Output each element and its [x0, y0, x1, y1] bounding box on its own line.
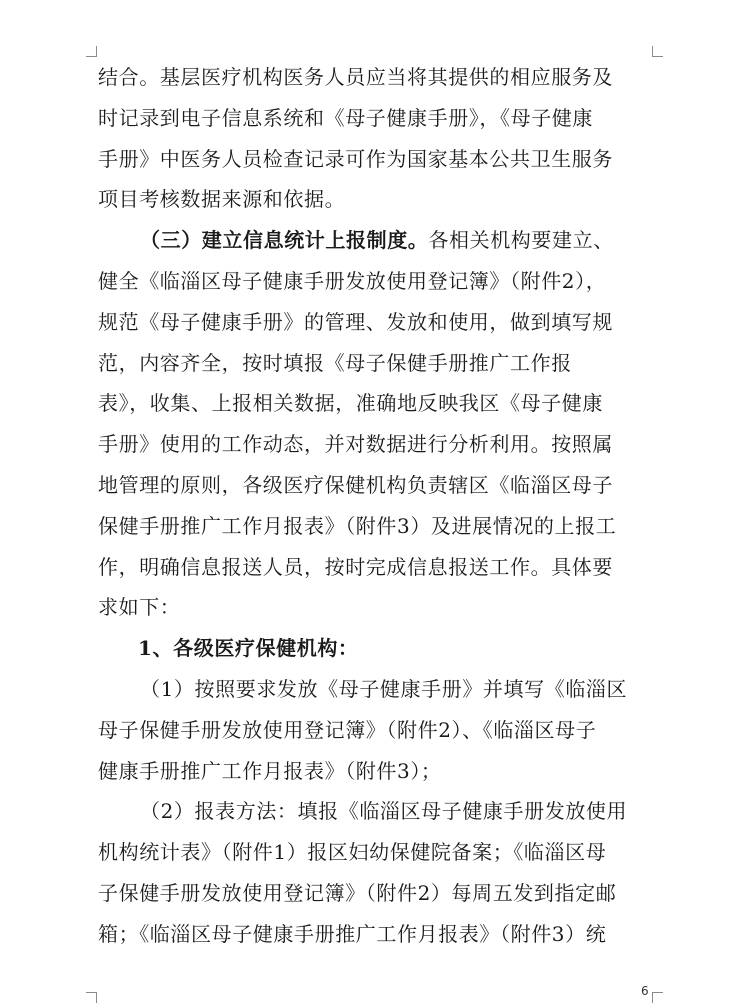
text-line: 作，明确信息报送人员，按时完成信息报送工作。具体要	[98, 554, 613, 579]
crop-mark-bottom-right	[652, 992, 663, 1003]
text-line: 规范《母子健康手册》的管理、发放和使用，做到填写规	[98, 309, 613, 334]
text-span: 各相关机构要建立、	[428, 228, 614, 253]
crop-mark-top-right	[652, 46, 663, 57]
text-line: 健全《临淄区母子健康手册发放使用登记簿》（附件2），	[98, 268, 607, 293]
text-line: 求如下：	[98, 595, 181, 620]
text-line: 机构统计表》（附件1）报区妇幼保健院备案；《临淄区母	[98, 840, 607, 865]
text-line: 手册》中医务人员检查记录可作为国家基本公共卫生服务	[98, 146, 613, 171]
text-line: （1）按照要求发放《母子健康手册》并填写《临淄区	[140, 676, 628, 701]
page-number: 6	[641, 984, 649, 998]
text-line: 健康手册推广工作月报表》（附件3）；	[98, 758, 442, 783]
text-line: 保健手册推广工作月报表》（附件3）及进展情况的上报工	[98, 513, 617, 538]
section-heading-line	[98, 220, 658, 261]
subsection-heading: 1、各级医疗保健机构：	[138, 636, 359, 661]
text-line: 手册》使用的工作动态，并对数据进行分析利用。按照属	[98, 432, 613, 457]
text-line: 母子保健手册发放使用登记簿》（附件2）、《临淄区母子	[98, 717, 597, 742]
text-line: 范，内容齐全，按时填报《母子保健手册推广工作报	[98, 350, 572, 375]
body-text	[98, 57, 658, 955]
text-line: 子保健手册发放使用登记簿》（附件2）每周五发到指定邮	[98, 880, 617, 905]
text-line: 地管理的原则，各级医疗保健机构负责辖区《临淄区母子	[98, 472, 613, 497]
text-line: 箱；《临淄区母子健康手册推广工作月报表》（附件3）统	[98, 921, 607, 946]
text-line: 结合。基层医疗机构医务人员应当将其提供的相应服务及	[98, 65, 613, 89]
crop-mark-top-left	[86, 46, 97, 57]
section-heading: （三）建立信息统计上报制度。	[140, 228, 429, 253]
text-line: （2）报表方法：填报《临淄区母子健康手册发放使用	[140, 799, 628, 824]
text-line: 时记录到电子信息系统和《母子健康手册》，《母子健康	[98, 105, 593, 130]
text-line: 表》，收集、上报相关数据，准确地反映我区《母子健康	[98, 391, 603, 416]
text-line: 项目考核数据来源和依据。	[98, 187, 346, 212]
crop-mark-bottom-left	[86, 992, 97, 1003]
